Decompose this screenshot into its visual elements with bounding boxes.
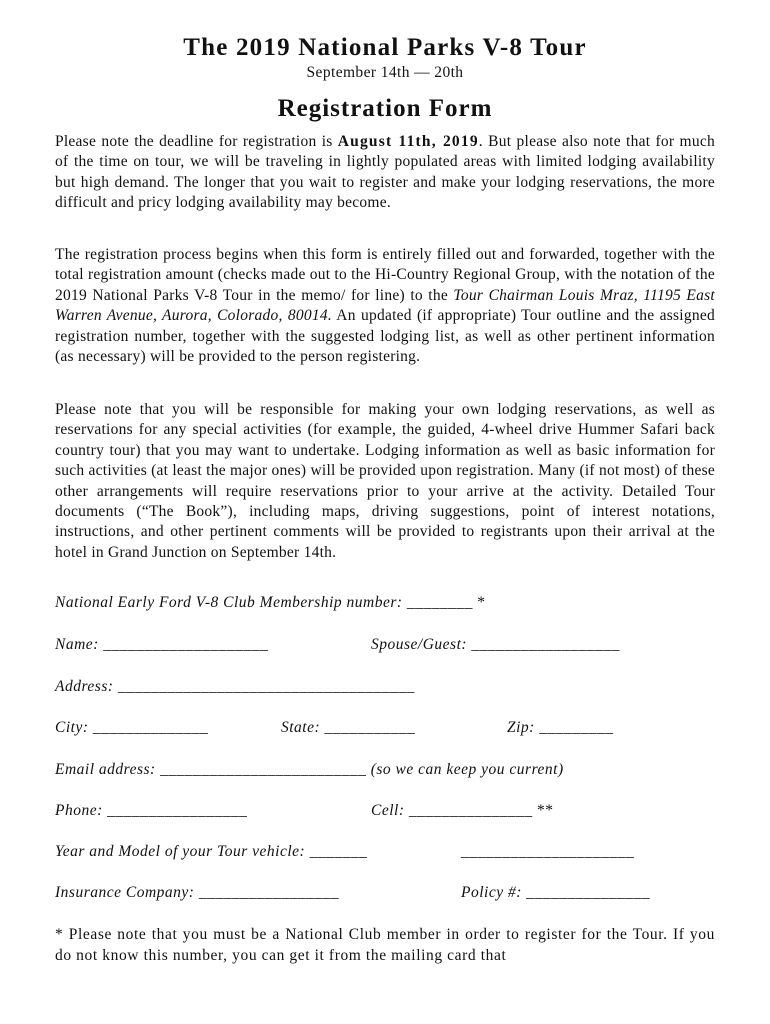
address-field[interactable]: [55, 678, 415, 696]
deadline-text-start: Please note the deadline for registration is: [55, 133, 338, 150]
policy-field[interactable]: [461, 884, 650, 902]
reservations-paragraph: Please note that you will be responsible for making your own lodging reservations, as well as reservations for any special activities (for example, the guided, 4-wheel drive Hummer Safari back country tour) that you may want to undertake. Lodging information as well as basic information for such activities (at least the major ones) will be provided upon registration. Many (if not most) of these other arrangements will require reservations prior to your arrive at the activity. Detailed Tour documents (“The Book”), including maps, driving suggestions, point of interest notations, instructions, and other pertinent comments will be provided to registrants upon their arrival at the hotel in Grand Junction on September 14th.: [55, 401, 715, 561]
state-label: State:: [281, 719, 321, 736]
membership-footnote-mark: *: [477, 594, 486, 611]
city-field[interactable]: [55, 719, 208, 737]
address-label: Address:: [55, 678, 114, 695]
city-label: City:: [55, 719, 89, 736]
vehicle-model-blank[interactable]: _____________________: [461, 843, 635, 860]
email-field[interactable]: [55, 761, 564, 779]
insurance-field[interactable]: [55, 884, 339, 902]
vehicle-row: [55, 843, 735, 865]
membership-row: [55, 594, 735, 616]
process-text-start: The registration process begins when this form is entirely filled out and forwarded, together with the total registration amount (checks made out to the Hi-Country Regional Group, with the notation of the 2019 National Parks V-8 Tour in the memo/ for line) to the: [55, 246, 715, 304]
vehicle-field[interactable]: [55, 843, 367, 861]
spouse-guest-field[interactable]: [371, 636, 620, 654]
name-label: Name:: [55, 636, 99, 653]
phone-row: [55, 802, 735, 824]
email-note: (so we can keep you current): [370, 761, 564, 778]
spouse-guest-blank[interactable]: __________________: [471, 636, 620, 653]
address-blank[interactable]: ____________________________________: [117, 678, 415, 695]
email-row: [55, 761, 735, 783]
membership-footnote: * Please note that you must be a National Club member in order to register for the Tour. If you do not know this number, you can get it from the mailing card that: [55, 926, 715, 964]
document-title: The 2019 National Parks V-8 Tour: [183, 34, 587, 61]
zip-field[interactable]: [507, 719, 613, 737]
policy-label: Policy #:: [461, 884, 522, 901]
process-text-end: An updated (if appropriate) Tour outline and the assigned registration number, together with the suggested lodging list, as well as other pertinent information (as necessary) will be provided to the person registering.: [55, 307, 715, 366]
zip-label: Zip:: [507, 719, 535, 736]
address-row: [55, 678, 735, 700]
membership-label: National Early Ford V-8 Club Membership number:: [55, 594, 403, 611]
cell-footnote-mark: **: [537, 802, 554, 819]
name-row: [55, 636, 735, 658]
membership-blank[interactable]: ________: [406, 594, 473, 611]
spouse-guest-label: Spouse/Guest:: [371, 636, 468, 653]
email-label: Email address:: [55, 761, 156, 778]
city-blank[interactable]: ______________: [92, 719, 209, 736]
insurance-row: [55, 884, 735, 906]
policy-blank[interactable]: _______________: [526, 884, 651, 901]
email-blank[interactable]: _________________________: [160, 761, 367, 778]
phone-field[interactable]: [55, 802, 247, 820]
vehicle-year-blank[interactable]: _______: [309, 843, 368, 860]
deadline-text-end: . But please also note that for much of the time on tour, we will be traveling in lightly populated areas with limited lodging availability but high demand. The longer that you wait to register and make your lodging reservations, the more difficult and pricy lodging availability may become.: [55, 133, 715, 212]
form-title: Registration Form: [277, 95, 493, 122]
state-blank[interactable]: ___________: [324, 719, 416, 736]
deadline-paragraph: [55, 132, 715, 214]
vehicle-label: Year and Model of your Tour vehicle:: [55, 843, 306, 860]
phone-label: Phone:: [55, 802, 103, 819]
phone-blank[interactable]: _________________: [107, 802, 248, 819]
tour-dates: September 14th — 20th: [306, 64, 464, 81]
city-state-zip-row: [55, 719, 735, 741]
cell-label: Cell:: [371, 802, 405, 819]
tour-chairman-address: Tour Chairman Louis Mraz, 11195 East Warren Avenue, Aurora, Colorado, 80014.: [55, 286, 715, 325]
registration-deadline: August 11th, 2019: [337, 133, 479, 150]
insurance-label: Insurance Company:: [55, 884, 195, 901]
name-field[interactable]: [55, 636, 268, 654]
cell-field[interactable]: [371, 802, 554, 820]
registration-process-paragraph: [55, 245, 715, 367]
zip-blank[interactable]: _________: [539, 719, 614, 736]
membership-field[interactable]: [55, 594, 486, 612]
insurance-blank[interactable]: _________________: [198, 884, 340, 901]
name-blank[interactable]: ____________________: [103, 636, 269, 653]
cell-blank[interactable]: _______________: [408, 802, 533, 819]
state-field[interactable]: [281, 719, 415, 737]
